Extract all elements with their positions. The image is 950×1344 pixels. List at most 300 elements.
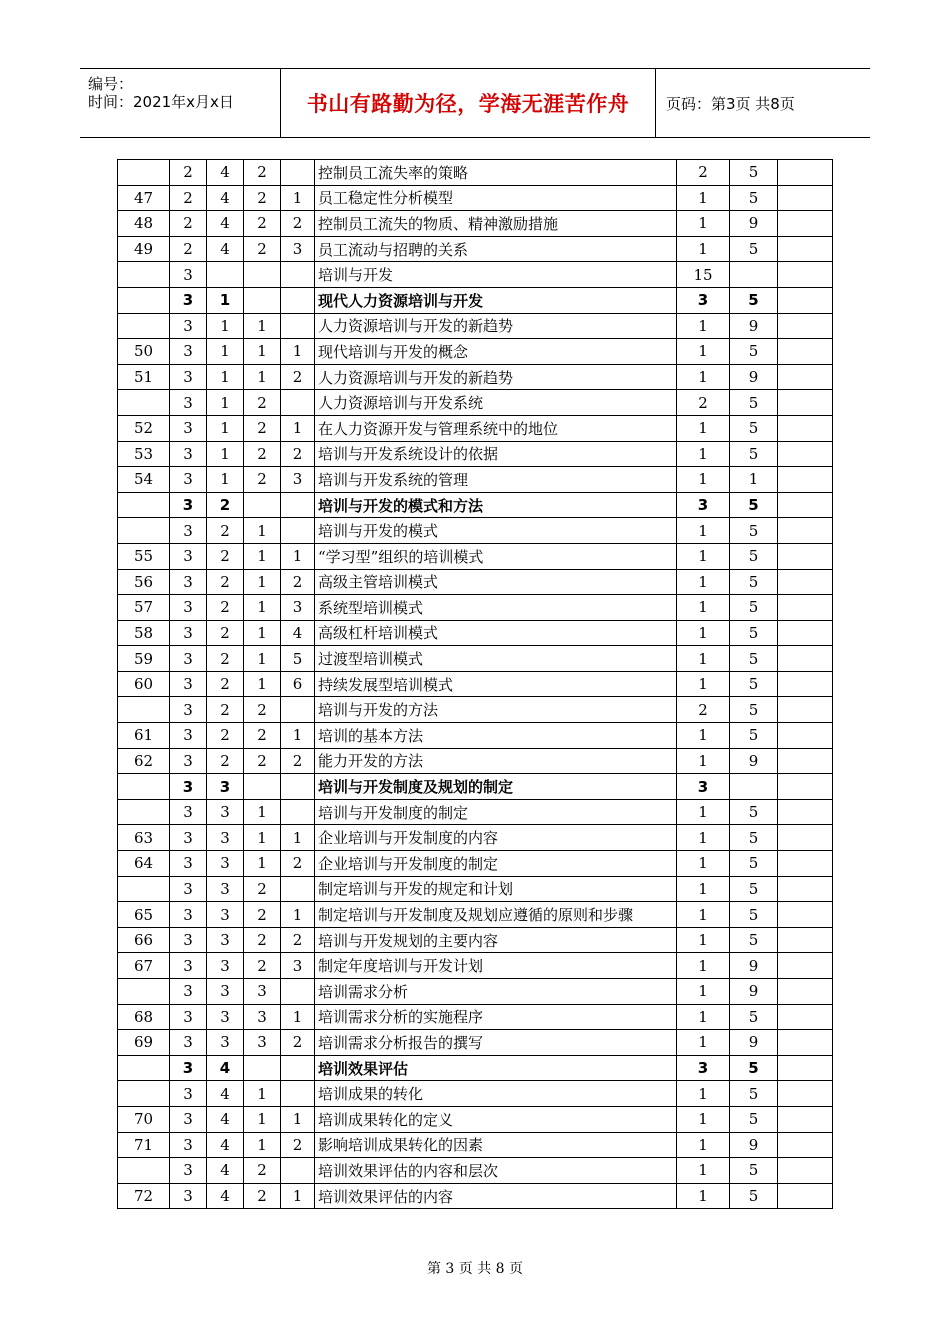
level2-cell: 4 (207, 1106, 244, 1132)
level3-cell: 1 (244, 595, 281, 621)
table-row (118, 287, 833, 313)
table-row (118, 646, 833, 672)
level4-cell (281, 492, 315, 518)
topic-title-cell: 过渡型培训模式 (315, 646, 677, 672)
table-row (118, 390, 833, 416)
count-cell: 1 (677, 339, 730, 365)
level2-cell: 2 (207, 646, 244, 672)
level3-cell: 2 (244, 697, 281, 723)
extra-cell (778, 390, 833, 416)
header-meta (80, 69, 281, 137)
level4-cell (281, 390, 315, 416)
header-page-info: 页码：第3页 共8页 (666, 94, 795, 113)
level2-cell: 3 (207, 979, 244, 1005)
level3-cell: 3 (244, 1004, 281, 1030)
level2-cell: 3 (207, 774, 244, 800)
level1-cell: 3 (170, 262, 207, 288)
level4-cell (281, 979, 315, 1005)
table-row (118, 876, 833, 902)
level4-cell: 2 (281, 441, 315, 467)
row-number-cell (118, 262, 170, 288)
weight-cell: 5 (730, 1183, 778, 1209)
weight-cell: 5 (730, 1081, 778, 1107)
extra-cell (778, 620, 833, 646)
table-row (118, 723, 833, 749)
topic-title-cell: 影响培训成果转化的因素 (315, 1132, 677, 1158)
level1-cell: 3 (170, 851, 207, 877)
extra-cell (778, 595, 833, 621)
topic-title-cell: 培训效果评估的内容 (315, 1183, 677, 1209)
level2-cell: 3 (207, 953, 244, 979)
weight-cell (730, 262, 778, 288)
level1-cell: 3 (170, 979, 207, 1005)
extra-cell (778, 364, 833, 390)
level2-cell: 2 (207, 543, 244, 569)
table-row (118, 211, 833, 237)
count-cell: 1 (677, 518, 730, 544)
table-row (118, 1132, 833, 1158)
topic-title-cell: 制定培训与开发的规定和计划 (315, 876, 677, 902)
extra-cell (778, 467, 833, 493)
level1-cell: 3 (170, 287, 207, 313)
weight-cell: 5 (730, 339, 778, 365)
extra-cell (778, 1183, 833, 1209)
level4-cell: 1 (281, 723, 315, 749)
extra-cell (778, 236, 833, 262)
level2-cell: 2 (207, 518, 244, 544)
level1-cell: 3 (170, 620, 207, 646)
count-cell: 1 (677, 236, 730, 262)
table-row (118, 339, 833, 365)
row-number-cell (118, 492, 170, 518)
level4-cell: 1 (281, 1106, 315, 1132)
level4-cell (281, 518, 315, 544)
weight-cell: 5 (730, 492, 778, 518)
weight-cell: 5 (730, 851, 778, 877)
table-row (118, 518, 833, 544)
level1-cell: 2 (170, 160, 207, 186)
level4-cell: 1 (281, 543, 315, 569)
table-row (118, 697, 833, 723)
topic-title-cell: 培训与开发系统设计的依据 (315, 441, 677, 467)
topic-title-cell: 培训的基本方法 (315, 723, 677, 749)
table-row (118, 595, 833, 621)
row-number-cell: 65 (118, 902, 170, 928)
level2-cell: 4 (207, 185, 244, 211)
level1-cell: 3 (170, 799, 207, 825)
table-row (118, 774, 833, 800)
row-number-cell (118, 518, 170, 544)
table-row (118, 979, 833, 1005)
table-row (118, 185, 833, 211)
level1-cell: 3 (170, 569, 207, 595)
extra-cell (778, 799, 833, 825)
weight-cell: 5 (730, 441, 778, 467)
weight-cell: 5 (730, 671, 778, 697)
count-cell: 1 (677, 723, 730, 749)
level1-cell: 3 (170, 1183, 207, 1209)
level1-cell: 3 (170, 671, 207, 697)
extra-cell (778, 415, 833, 441)
weight-cell: 5 (730, 876, 778, 902)
level3-cell: 2 (244, 927, 281, 953)
row-number-cell (118, 774, 170, 800)
table-row (118, 748, 833, 774)
weight-cell (730, 774, 778, 800)
level3-cell: 2 (244, 390, 281, 416)
extra-cell (778, 262, 833, 288)
level3-cell: 1 (244, 339, 281, 365)
level3-cell: 1 (244, 518, 281, 544)
topic-title-cell: 培训需求分析报告的撰写 (315, 1030, 677, 1056)
count-cell: 1 (677, 876, 730, 902)
table-row (118, 902, 833, 928)
table-row (118, 953, 833, 979)
table-row (118, 236, 833, 262)
level4-cell: 1 (281, 902, 315, 928)
topic-title-cell: 培训效果评估 (315, 1055, 677, 1081)
level1-cell: 3 (170, 646, 207, 672)
level3-cell: 2 (244, 236, 281, 262)
level1-cell: 3 (170, 415, 207, 441)
table-row (118, 799, 833, 825)
topic-title-cell: 培训与开发 (315, 262, 677, 288)
row-number-cell: 70 (118, 1106, 170, 1132)
count-cell: 1 (677, 620, 730, 646)
weight-cell: 5 (730, 620, 778, 646)
table-row (118, 1055, 833, 1081)
level2-cell: 1 (207, 415, 244, 441)
level4-cell: 3 (281, 236, 315, 262)
level4-cell (281, 697, 315, 723)
topic-title-cell: 制定培训与开发制度及规划应遵循的原则和步骤 (315, 902, 677, 928)
extra-cell (778, 1158, 833, 1184)
level2-cell: 1 (207, 287, 244, 313)
extra-cell (778, 211, 833, 237)
level4-cell: 2 (281, 569, 315, 595)
level3-cell: 1 (244, 1106, 281, 1132)
weight-cell: 5 (730, 185, 778, 211)
table-row (118, 620, 833, 646)
level1-cell: 3 (170, 1055, 207, 1081)
level3-cell: 1 (244, 825, 281, 851)
extra-cell (778, 569, 833, 595)
level4-cell: 5 (281, 646, 315, 672)
level1-cell: 3 (170, 595, 207, 621)
weight-cell: 5 (730, 595, 778, 621)
level1-cell: 3 (170, 953, 207, 979)
row-number-cell: 56 (118, 569, 170, 595)
weight-cell: 5 (730, 518, 778, 544)
table-row (118, 569, 833, 595)
row-number-cell (118, 876, 170, 902)
level4-cell: 2 (281, 1030, 315, 1056)
weight-cell: 9 (730, 748, 778, 774)
level3-cell: 2 (244, 748, 281, 774)
level2-cell: 2 (207, 595, 244, 621)
extra-cell (778, 723, 833, 749)
table-row (118, 1081, 833, 1107)
row-number-cell: 58 (118, 620, 170, 646)
table-row (118, 441, 833, 467)
row-number-cell: 48 (118, 211, 170, 237)
weight-cell: 9 (730, 979, 778, 1005)
level1-cell: 3 (170, 467, 207, 493)
level2-cell: 3 (207, 876, 244, 902)
level4-cell: 2 (281, 364, 315, 390)
count-cell: 1 (677, 441, 730, 467)
level3-cell: 2 (244, 415, 281, 441)
topic-title-cell: 培训效果评估的内容和层次 (315, 1158, 677, 1184)
level1-cell: 3 (170, 876, 207, 902)
topic-title-cell: 员工流动与招聘的关系 (315, 236, 677, 262)
table-row (118, 1183, 833, 1209)
count-cell: 1 (677, 185, 730, 211)
level1-cell: 3 (170, 902, 207, 928)
level3-cell: 1 (244, 313, 281, 339)
level2-cell: 2 (207, 748, 244, 774)
topic-title-cell: 持续发展型培训模式 (315, 671, 677, 697)
level2-cell: 3 (207, 927, 244, 953)
table-row (118, 313, 833, 339)
topic-title-cell: 企业培训与开发制度的内容 (315, 825, 677, 851)
row-number-cell: 69 (118, 1030, 170, 1056)
row-number-cell (118, 313, 170, 339)
count-cell: 1 (677, 543, 730, 569)
level1-cell: 3 (170, 1004, 207, 1030)
row-number-cell: 57 (118, 595, 170, 621)
count-cell: 1 (677, 927, 730, 953)
extra-cell (778, 697, 833, 723)
count-cell: 1 (677, 1004, 730, 1030)
weight-cell: 9 (730, 1132, 778, 1158)
level4-cell: 3 (281, 595, 315, 621)
extra-cell (778, 518, 833, 544)
level4-cell (281, 799, 315, 825)
level1-cell: 3 (170, 697, 207, 723)
level3-cell: 1 (244, 671, 281, 697)
topic-title-cell: 现代人力资源培训与开发 (315, 287, 677, 313)
level3-cell: 3 (244, 979, 281, 1005)
extra-cell (778, 1030, 833, 1056)
level3-cell: 1 (244, 364, 281, 390)
row-number-cell (118, 287, 170, 313)
row-number-cell: 51 (118, 364, 170, 390)
table-row (118, 492, 833, 518)
level2-cell: 4 (207, 1158, 244, 1184)
level2-cell: 2 (207, 671, 244, 697)
count-cell: 2 (677, 697, 730, 723)
level1-cell: 3 (170, 774, 207, 800)
level3-cell: 1 (244, 1132, 281, 1158)
extra-cell (778, 1081, 833, 1107)
row-number-cell (118, 390, 170, 416)
extra-cell (778, 1132, 833, 1158)
count-cell: 1 (677, 467, 730, 493)
topic-title-cell: “学习型”组织的培训模式 (315, 543, 677, 569)
weight-cell: 5 (730, 543, 778, 569)
level1-cell: 3 (170, 748, 207, 774)
weight-cell: 5 (730, 1055, 778, 1081)
count-cell: 1 (677, 825, 730, 851)
count-cell: 3 (677, 287, 730, 313)
table-row (118, 543, 833, 569)
weight-cell: 5 (730, 1004, 778, 1030)
level2-cell: 1 (207, 441, 244, 467)
count-cell: 1 (677, 748, 730, 774)
level2-cell: 4 (207, 1132, 244, 1158)
topic-title-cell: 培训与开发的模式和方法 (315, 492, 677, 518)
level2-cell: 4 (207, 1183, 244, 1209)
topic-title-cell: 培训与开发制度及规划的制定 (315, 774, 677, 800)
extra-cell (778, 979, 833, 1005)
level1-cell: 3 (170, 825, 207, 851)
row-number-cell: 49 (118, 236, 170, 262)
weight-cell: 9 (730, 313, 778, 339)
level4-cell: 1 (281, 185, 315, 211)
extra-cell (778, 1106, 833, 1132)
level2-cell: 2 (207, 569, 244, 595)
level2-cell: 3 (207, 851, 244, 877)
count-cell: 1 (677, 902, 730, 928)
extra-cell (778, 953, 833, 979)
level3-cell (244, 774, 281, 800)
level1-cell: 3 (170, 1081, 207, 1107)
weight-cell: 9 (730, 211, 778, 237)
level4-cell (281, 160, 315, 186)
table-row (118, 1158, 833, 1184)
row-number-cell: 66 (118, 927, 170, 953)
row-number-cell (118, 160, 170, 186)
topic-title-cell: 控制员工流失的物质、精神激励措施 (315, 211, 677, 237)
row-number-cell: 47 (118, 185, 170, 211)
row-number-cell: 68 (118, 1004, 170, 1030)
level4-cell (281, 262, 315, 288)
level4-cell: 2 (281, 211, 315, 237)
count-cell: 1 (677, 979, 730, 1005)
level3-cell: 1 (244, 851, 281, 877)
level2-cell: 1 (207, 313, 244, 339)
level1-cell: 2 (170, 211, 207, 237)
weight-cell: 9 (730, 1030, 778, 1056)
level4-cell: 2 (281, 1132, 315, 1158)
level2-cell: 3 (207, 1004, 244, 1030)
level1-cell: 3 (170, 313, 207, 339)
table-row (118, 415, 833, 441)
count-cell: 1 (677, 313, 730, 339)
level4-cell: 2 (281, 851, 315, 877)
row-number-cell (118, 979, 170, 1005)
row-number-cell: 61 (118, 723, 170, 749)
extra-cell (778, 748, 833, 774)
level2-cell: 4 (207, 1081, 244, 1107)
table-row (118, 1004, 833, 1030)
weight-cell: 5 (730, 1158, 778, 1184)
topic-title-cell: 人力资源培训与开发的新趋势 (315, 364, 677, 390)
level3-cell: 2 (244, 160, 281, 186)
level2-cell (207, 262, 244, 288)
extra-cell (778, 492, 833, 518)
level1-cell: 3 (170, 339, 207, 365)
row-number-cell (118, 1081, 170, 1107)
level3-cell: 2 (244, 1183, 281, 1209)
level1-cell: 3 (170, 390, 207, 416)
weight-cell: 5 (730, 1106, 778, 1132)
weight-cell: 5 (730, 415, 778, 441)
row-number-cell (118, 799, 170, 825)
extra-cell (778, 1004, 833, 1030)
level4-cell (281, 287, 315, 313)
topic-title-cell: 培训与开发制度的制定 (315, 799, 677, 825)
topic-title-cell: 高级主管培训模式 (315, 569, 677, 595)
level3-cell (244, 492, 281, 518)
topic-title-cell: 人力资源培训与开发系统 (315, 390, 677, 416)
weight-cell: 5 (730, 390, 778, 416)
syllabus-table (117, 159, 833, 1209)
extra-cell (778, 671, 833, 697)
level4-cell (281, 313, 315, 339)
topic-title-cell: 在人力资源开发与管理系统中的地位 (315, 415, 677, 441)
row-number-cell: 59 (118, 646, 170, 672)
level2-cell: 4 (207, 211, 244, 237)
level2-cell: 2 (207, 723, 244, 749)
level3-cell (244, 287, 281, 313)
count-cell: 1 (677, 1158, 730, 1184)
level4-cell: 2 (281, 748, 315, 774)
row-number-cell (118, 1055, 170, 1081)
level3-cell: 1 (244, 1081, 281, 1107)
weight-cell: 5 (730, 902, 778, 928)
extra-cell (778, 646, 833, 672)
topic-title-cell: 能力开发的方法 (315, 748, 677, 774)
weight-cell: 5 (730, 927, 778, 953)
count-cell: 2 (677, 160, 730, 186)
table-row (118, 1030, 833, 1056)
table-row (118, 671, 833, 697)
level4-cell: 1 (281, 415, 315, 441)
level4-cell: 3 (281, 467, 315, 493)
topic-title-cell: 培训与开发的模式 (315, 518, 677, 544)
level2-cell: 3 (207, 799, 244, 825)
extra-cell (778, 441, 833, 467)
topic-title-cell: 培训需求分析的实施程序 (315, 1004, 677, 1030)
topic-title-cell: 员工稳定性分析模型 (315, 185, 677, 211)
level1-cell: 3 (170, 927, 207, 953)
topic-title-cell: 现代培训与开发的概念 (315, 339, 677, 365)
topic-title-cell: 高级杠杆培训模式 (315, 620, 677, 646)
topic-title-cell: 培训与开发系统的管理 (315, 467, 677, 493)
weight-cell: 5 (730, 799, 778, 825)
level3-cell: 1 (244, 620, 281, 646)
level1-cell: 3 (170, 492, 207, 518)
table-row (118, 262, 833, 288)
table-body (118, 160, 833, 1209)
count-cell: 3 (677, 492, 730, 518)
count-cell: 1 (677, 953, 730, 979)
level2-cell: 2 (207, 492, 244, 518)
extra-cell (778, 851, 833, 877)
count-cell: 1 (677, 851, 730, 877)
count-cell: 15 (677, 262, 730, 288)
topic-title-cell: 系统型培训模式 (315, 595, 677, 621)
level3-cell: 3 (244, 1030, 281, 1056)
level4-cell: 2 (281, 927, 315, 953)
topic-title-cell: 培训与开发的方法 (315, 697, 677, 723)
level4-cell (281, 1081, 315, 1107)
count-cell: 1 (677, 364, 730, 390)
level1-cell: 3 (170, 518, 207, 544)
level4-cell (281, 774, 315, 800)
